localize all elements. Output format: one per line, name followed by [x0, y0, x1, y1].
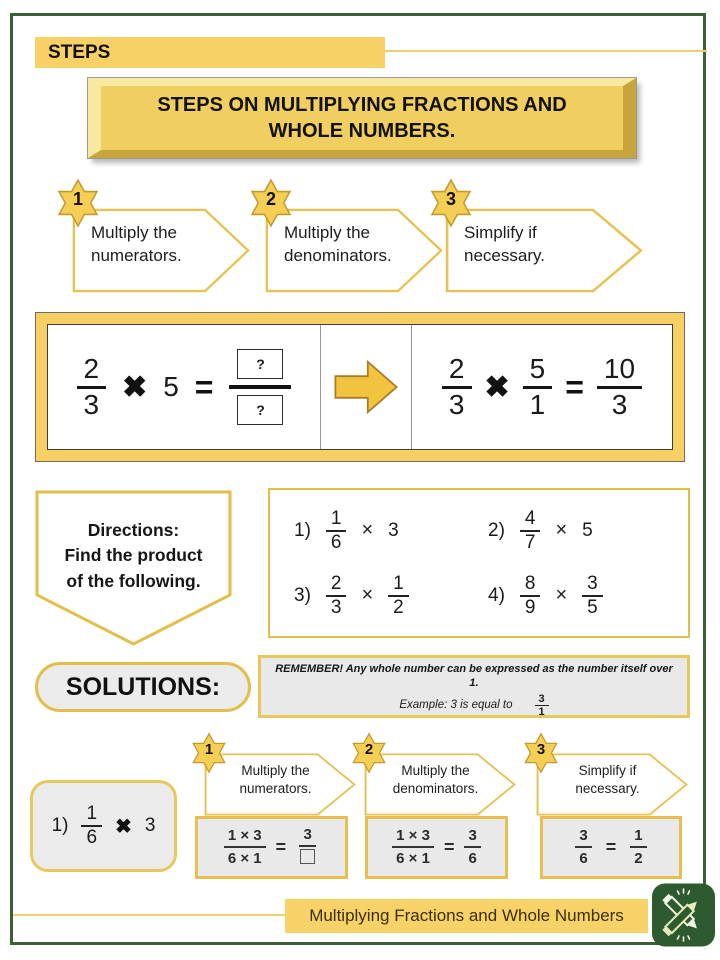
- problems-box: [268, 488, 690, 638]
- work-step-3-box: [540, 816, 682, 879]
- section-label-banner: [35, 37, 385, 68]
- equals-sign: =: [194, 368, 214, 405]
- step-1: [55, 178, 255, 298]
- step-3-label: Simplify if necessary.: [464, 223, 545, 265]
- step-1-label: Multiply the numerators.: [91, 223, 182, 265]
- fraction: $\frac{8}{9}$: [520, 573, 541, 619]
- problem-number: 1): [294, 519, 311, 541]
- fraction: $\frac{2}{3}$: [326, 573, 347, 619]
- result-fraction: $\frac{3}{6}$: [464, 827, 480, 869]
- empty-answer-box: [300, 849, 315, 864]
- example-divider-cell: [320, 325, 412, 449]
- example-box: [35, 312, 685, 462]
- multiply-sign: ×: [555, 519, 568, 541]
- multiply-sign: ×: [555, 584, 568, 606]
- fraction: $\frac{3}{5}$: [582, 573, 603, 619]
- equals-sign: =: [605, 837, 617, 857]
- fraction: $\frac{5}{1}$: [523, 353, 553, 420]
- work-step-2-box: [365, 816, 508, 879]
- multiply-sign: ✖: [122, 370, 148, 404]
- fraction: $\frac{2}{3}$: [77, 353, 107, 420]
- header-rule-line: [385, 50, 707, 52]
- fraction: $\frac{3}{1}$: [535, 693, 549, 718]
- work-step-1-box: [195, 816, 348, 879]
- title-line-1: STEPS ON MULTIPLYING FRACTIONS AND: [157, 94, 567, 116]
- work-fraction: $\frac{1 \times 3}{6 \times 1}$: [392, 827, 434, 869]
- remember-example-text: Example: 3 is equal to: [399, 699, 513, 712]
- work-fraction: $\frac{3}{6}$: [575, 827, 591, 869]
- remember-example: [275, 693, 673, 718]
- title-line-2: WHOLE NUMBERS.: [268, 120, 456, 142]
- fraction: $\frac{1}{6}$: [326, 508, 347, 554]
- solution-step-3-label: Simplify if necessary.: [575, 763, 640, 796]
- problem-number: 4): [488, 584, 505, 606]
- star-2-icon: [248, 178, 294, 228]
- problem-number: 1): [51, 815, 69, 836]
- result-fraction: $\frac{1}{2}$: [630, 827, 646, 869]
- result-fraction: 3: [296, 826, 319, 870]
- star-3-icon: [522, 732, 560, 774]
- problem-4: [488, 563, 682, 628]
- example-question: [48, 325, 320, 449]
- step-3: [428, 178, 648, 298]
- example-answer: [412, 325, 672, 449]
- star-2-icon: [350, 732, 388, 774]
- directions-banner: [35, 490, 232, 647]
- problem-3: [294, 563, 488, 628]
- section-label: STEPS: [48, 41, 111, 63]
- whole-number: 3: [144, 815, 156, 836]
- equals-sign: =: [565, 368, 584, 405]
- multiply-sign: ✖: [115, 815, 132, 838]
- equals-sign: =: [443, 837, 455, 857]
- solution-step-1-number: 1: [204, 741, 214, 758]
- solution-step-2-number: 2: [364, 741, 374, 758]
- step-3-number: 3: [445, 188, 456, 209]
- step-2: [248, 178, 448, 298]
- fraction-bar: [229, 385, 291, 389]
- step-2-number: 2: [265, 188, 276, 209]
- solutions-label-pill: [35, 662, 251, 712]
- worksheet-title-box: [88, 78, 636, 158]
- solution-problem-box: [30, 780, 177, 872]
- result-fraction: $\frac{10}{3}$: [597, 353, 642, 420]
- fraction: $\frac{1}{2}$: [388, 573, 409, 619]
- solution-step-2: [350, 732, 525, 822]
- fraction: $\frac{4}{7}$: [520, 508, 541, 554]
- solution-step-1: [190, 732, 365, 822]
- problem-number: 3): [294, 584, 311, 606]
- star-1-icon: [55, 178, 101, 228]
- whole-number: 3: [388, 519, 399, 541]
- solution-step-3-number: 3: [536, 741, 546, 758]
- solutions-label: SOLUTIONS:: [65, 672, 221, 701]
- solution-step-1-label: Multiply the numerators.: [239, 763, 312, 796]
- problem-1: [294, 498, 488, 563]
- star-1-icon: [190, 732, 228, 774]
- fraction: $\frac{2}{3}$: [442, 353, 472, 420]
- whole-number: 5: [582, 519, 593, 541]
- fraction: $\frac{1}{6}$: [81, 803, 102, 849]
- footer-rule-line: [13, 914, 285, 916]
- step-1-number: 1: [72, 188, 83, 209]
- remember-box: [258, 655, 690, 718]
- multiply-sign: ×: [361, 584, 374, 606]
- directions-text: Directions: Find the product of the following.: [64, 520, 203, 591]
- multiply-sign: ×: [361, 519, 374, 541]
- remember-text: REMEMBER! Any whole number can be expressed as the number itself over 1.: [275, 663, 673, 690]
- solution-step-3: [522, 732, 697, 822]
- solution-step-2-label: Multiply the denominators.: [392, 763, 479, 796]
- star-3-icon: [428, 178, 474, 228]
- problem-2: [488, 498, 682, 563]
- step-2-label: Multiply the denominators.: [284, 223, 392, 265]
- multiply-sign: ✖: [484, 370, 510, 404]
- whole-number: 5: [163, 371, 179, 402]
- unknown-denominator-box: ?: [237, 395, 283, 425]
- problem-number: 2): [488, 519, 505, 541]
- unknown-numerator-box: ?: [237, 349, 283, 379]
- footer-title: Multiplying Fractions and Whole Numbers: [309, 906, 624, 925]
- unknown-fraction: [229, 349, 291, 425]
- equals-sign: =: [275, 837, 287, 857]
- crossed-pencils-icon: [651, 883, 716, 947]
- right-arrow-icon: [330, 352, 402, 422]
- footer-title-banner: [285, 899, 648, 933]
- work-fraction: $\frac{1 \times 3}{6 \times 1}$: [224, 827, 266, 869]
